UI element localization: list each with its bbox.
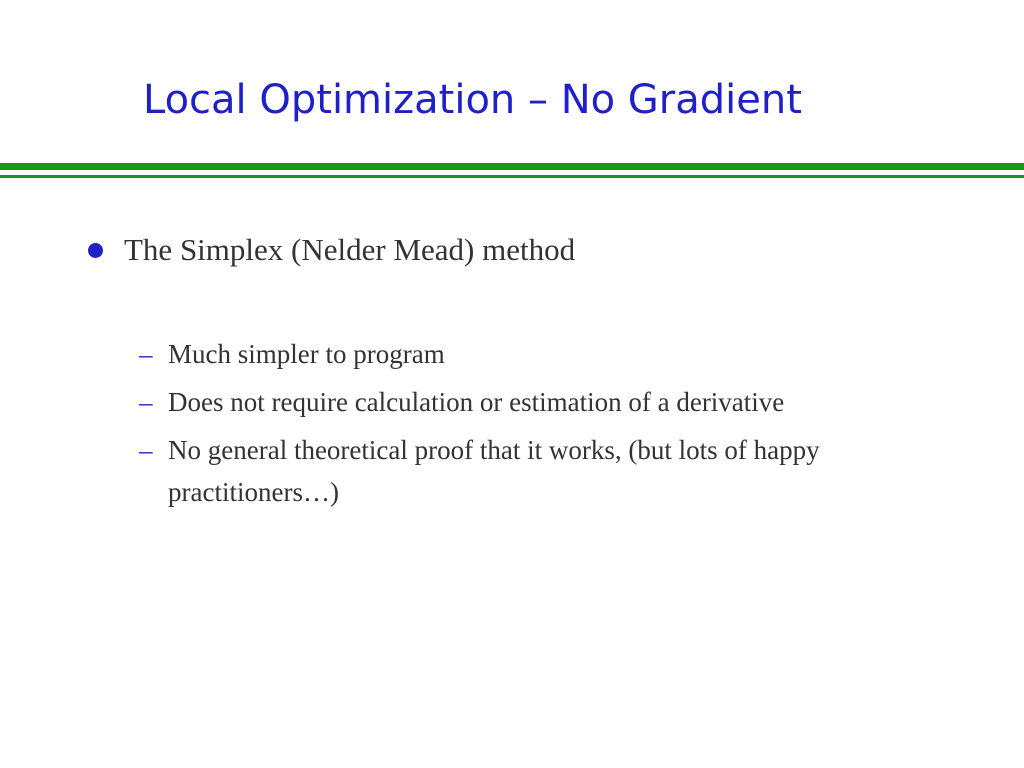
- title-rule-thick: [0, 163, 1024, 170]
- sub-bullet-item: [139, 381, 989, 423]
- title-rule-thin: [0, 175, 1024, 178]
- slide-title: Local Optimization – No Gradient: [143, 77, 802, 123]
- dash-icon: –: [139, 435, 153, 465]
- sub-bullet-item: [139, 429, 989, 513]
- sub-bullet-item: [139, 333, 989, 375]
- bullet-text: The Simplex (Nelder Mead) method: [124, 232, 576, 267]
- sub-bullet-text: No general theoretical proof that it works, (but lots of happy practitioners…): [168, 435, 820, 507]
- dash-icon: –: [139, 339, 153, 369]
- sub-bullet-text: Does not require calculation or estimation of a derivative: [168, 387, 785, 417]
- sub-bullet-list: [139, 333, 989, 519]
- bullet-item: [88, 228, 988, 272]
- sub-bullet-text: Much simpler to program: [168, 339, 445, 369]
- dash-icon: –: [139, 387, 153, 417]
- bullet-dot-icon: [88, 243, 103, 258]
